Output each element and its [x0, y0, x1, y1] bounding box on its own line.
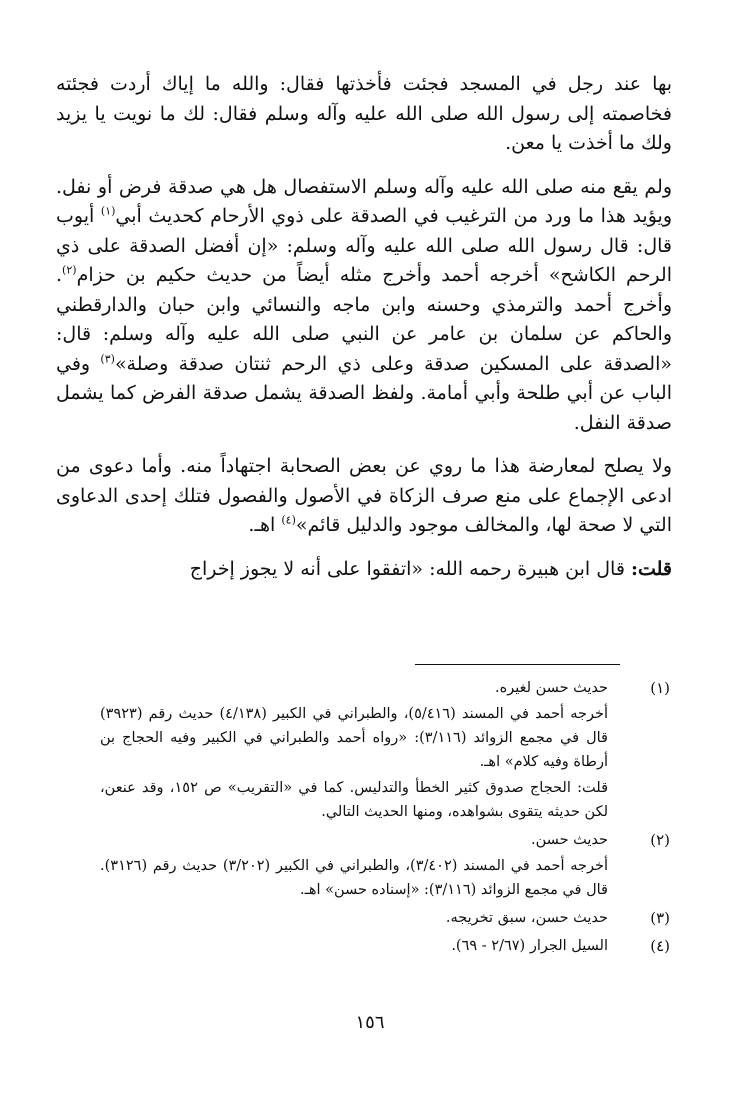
footnote-number: (٤) [650, 937, 670, 955]
footnote-line: حديث حسن لغيره. [495, 680, 608, 696]
footnote-4 [100, 934, 670, 958]
footnote-line: قلت: الحجاج صدوق كثير الخطأ والتدليس. كما في «التقريب» ص ١٥٢، وقد عنعن، لكن حديثه يتقوى بشواهده، ومنها الحديث التالي. [100, 780, 608, 820]
paragraph-text: قال ابن هبيرة رحمه الله: «اتفقوا على أنه لا يجوز إخراج [189, 557, 631, 580]
paragraph-text: . وأخرج أحمد والترمذي وحسنه وابن ماجه والنسائي وابن حبان والدارقطني والحاكم عن سلمان بن عامر عن النبي صلى الله عليه وآله وسلم: قال: «الصدقة على المسكين صدقة وعلى ذي الرحم ثنتان صدقة وصلة» [56, 264, 672, 375]
paragraph-text: بها عند رجل في المسجد فجئت فأخذتها فقال: والله ما إياك أردت فجئته فخاصمته إلى رسول الله صلى الله عليه وآله وسلم فقال: لك ما نويت يا يزيد ولك ما أخذت يا معن. [56, 73, 672, 154]
paragraph-1 [56, 70, 672, 159]
footnote-number: (٣) [650, 909, 670, 927]
paragraph-2 [56, 173, 672, 439]
paragraph-text: اهـ. [248, 514, 282, 536]
paragraph-text: ولم يقع منه صلى الله عليه وآله وسلم الاستفصال هل هي صدقة فرض أو نفل. ويؤيد هذا ما ورد من الترغيب في الصدقة على ذوي الأرحام كحديث أبي [56, 175, 672, 227]
paragraph-3 [56, 452, 672, 541]
footnote-ref-2[interactable]: (٢) [62, 263, 77, 277]
paragraph-4 [56, 555, 672, 585]
paragraph-text: أيوب قال: قال رسول الله صلى الله عليه وآله وسلم: «إن أفضل الصدقة على ذي الرحم الكاشح» أخرجه أحمد وأخرج مثله أيضاً من حديث حكيم بن حزام [56, 205, 672, 286]
footnote-line: السيل الجرار (٢/٦٧ - ٦٩). [451, 938, 608, 954]
footnote-divider [415, 664, 620, 665]
footnote-line: أخرجه أحمد في المسند (٥/٤١٦)، والطبراني في الكبير (٤/١٣٨) حديث رقم (٣٩٢٣) قال في مجمع الزوائد (٣/١١٦): «رواه أحمد والطبراني في الكبير وفيه الحجاج بن أرطاة وفيه كلام» اهـ. [100, 706, 609, 770]
footnote-number: (٢) [650, 831, 670, 849]
footnote-line: أخرجه أحمد في المسند (٣/٤٠٢)، والطبراني في الكبير (٣/٢٠٢) حديث رقم (٣١٢٦). قال في مجمع الزوائد (٣/١١٦): «إسناده حسن» اهـ. [100, 858, 608, 898]
paragraph-lead: قلت: [630, 557, 672, 580]
footnote-3 [100, 906, 670, 930]
footnote-ref-4[interactable]: (٤) [281, 513, 296, 527]
footnote-line: حديث حسن. [530, 832, 608, 848]
footnote-2 [100, 828, 670, 902]
footnotes [100, 676, 670, 962]
footnote-line: حديث حسن، سبق تخريجه. [445, 910, 608, 926]
page-number: ١٥٦ [355, 1012, 385, 1033]
footnote-number: (١) [650, 679, 670, 697]
paragraph-text: وفي الباب عن أبي طلحة وأبي أمامة. ولفظ الصدقة يشمل صدقة الفرض كما يشمل صدقة النفل. [56, 352, 672, 434]
footnote-1 [100, 676, 670, 824]
footnote-ref-3[interactable]: (٣) [100, 352, 115, 366]
paragraph-text: ولا يصلح لمعارضة هذا ما روي عن بعض الصحابة اجتهاداً منه. وأما دعوى من ادعى الإجماع على منع صرف الزكاة في الأصول والفصول فتلك إحدى الدعاوى التي لا صحة لها، والمخالف موجود والدليل قائم» [56, 455, 672, 536]
footnote-ref-1[interactable]: (١) [100, 204, 116, 218]
main-text [56, 70, 672, 584]
